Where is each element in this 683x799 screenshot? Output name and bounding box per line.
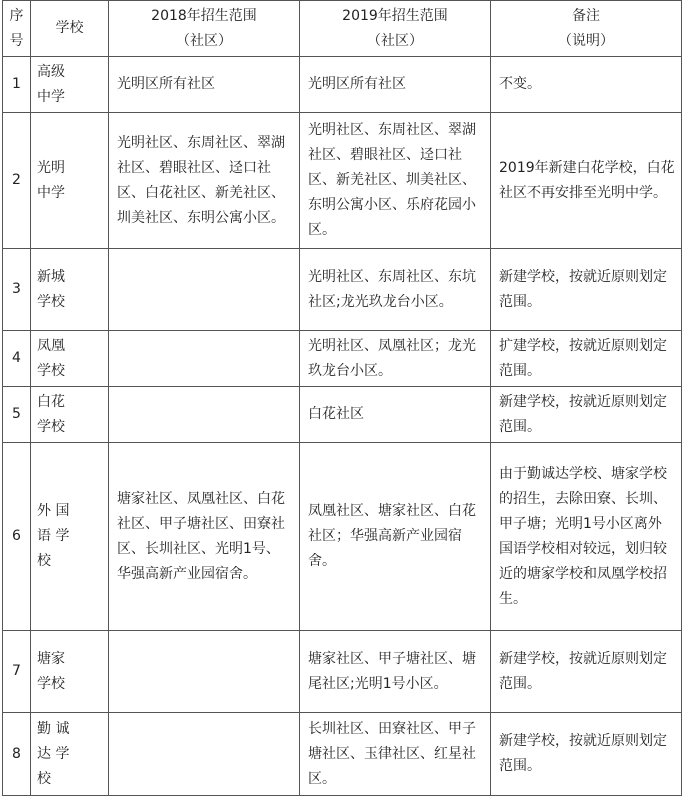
row-school: 高级 中学 (31, 57, 109, 113)
row-range-2019: 白花社区 (300, 387, 491, 443)
row-school: 塘家 学校 (31, 631, 109, 713)
row-note: 2019年新建白花学校，白花社区不再安排至光明中学。 (491, 113, 682, 249)
row-school: 勤 诚 达 学 校 (31, 713, 109, 796)
row-range-2018 (109, 387, 300, 443)
row-index: 3 (3, 249, 31, 331)
enrollment-table (2, 0, 682, 796)
row-range-2019: 长圳社区、田寮社区、甲子塘社区、玉律社区、红星社区。 (300, 713, 491, 796)
row-range-2019: 光明社区、东周社区、东坑社区;龙光玖龙台小区。 (300, 249, 491, 331)
row-index: 1 (3, 57, 31, 113)
table-row (3, 443, 682, 631)
row-range-2018: 塘家社区、凤凰社区、白花社区、甲子塘社区、田寮社区、长圳社区、光明1号、华强高新产业园宿舍。 (109, 443, 300, 631)
row-note: 新建学校，按就近原则划定范围。 (491, 249, 682, 331)
row-note: 新建学校，按就近原则划定范围。 (491, 631, 682, 713)
table-row (3, 249, 682, 331)
row-index: 2 (3, 113, 31, 249)
row-range-2019: 光明社区、凤凰社区；龙光玖龙台小区。 (300, 331, 491, 387)
row-range-2019: 塘家社区、甲子塘社区、塘尾社区;光明1号小区。 (300, 631, 491, 713)
row-range-2018: 光明社区、东周社区、翠湖社区、碧眼社区、迳口社区、白花社区、新羌社区、圳美社区、东明公寓小区。 (109, 113, 300, 249)
row-school: 凤凰 学校 (31, 331, 109, 387)
row-note: 新建学校，按就近原则划定范围。 (491, 713, 682, 796)
row-school: 外 国 语 学 校 (31, 443, 109, 631)
row-note: 扩建学校，按就近原则划定范围。 (491, 331, 682, 387)
row-range-2018 (109, 331, 300, 387)
row-range-2018 (109, 249, 300, 331)
table-row (3, 387, 682, 443)
row-index: 7 (3, 631, 31, 713)
row-index: 6 (3, 443, 31, 631)
row-range-2018 (109, 713, 300, 796)
table-row (3, 631, 682, 713)
header-note: 备注 （说明） (491, 1, 682, 57)
row-range-2018: 光明区所有社区 (109, 57, 300, 113)
header-index: 序 号 (3, 1, 31, 57)
table-row (3, 113, 682, 249)
row-index: 4 (3, 331, 31, 387)
header-row (3, 1, 682, 57)
row-school: 白花 学校 (31, 387, 109, 443)
table-row (3, 57, 682, 113)
row-index: 5 (3, 387, 31, 443)
row-school: 光明 中学 (31, 113, 109, 249)
table-row (3, 713, 682, 796)
row-note: 不变。 (491, 57, 682, 113)
row-range-2018 (109, 631, 300, 713)
row-note: 新建学校，按就近原则划定范围。 (491, 387, 682, 443)
row-range-2019: 凤凰社区、塘家社区、白花社区；华强高新产业园宿舍。 (300, 443, 491, 631)
header-range-2018: 2018年招生范围 （社区） (109, 1, 300, 57)
table-row (3, 331, 682, 387)
row-range-2019: 光明区所有社区 (300, 57, 491, 113)
row-index: 8 (3, 713, 31, 796)
row-note: 由于勤诚达学校、塘家学校的招生，去除田寮、长圳、甲子塘；光明1号小区离外国语学校相对较远，划归较近的塘家学校和凤凰学校招生。 (491, 443, 682, 631)
header-school: 学校 (31, 1, 109, 57)
row-range-2019: 光明社区、东周社区、翠湖社区、碧眼社区、迳口社区、新羌社区、圳美社区、东明公寓小区、乐府花园小区。 (300, 113, 491, 249)
header-range-2019: 2019年招生范围 （社区） (300, 1, 491, 57)
row-school: 新城 学校 (31, 249, 109, 331)
